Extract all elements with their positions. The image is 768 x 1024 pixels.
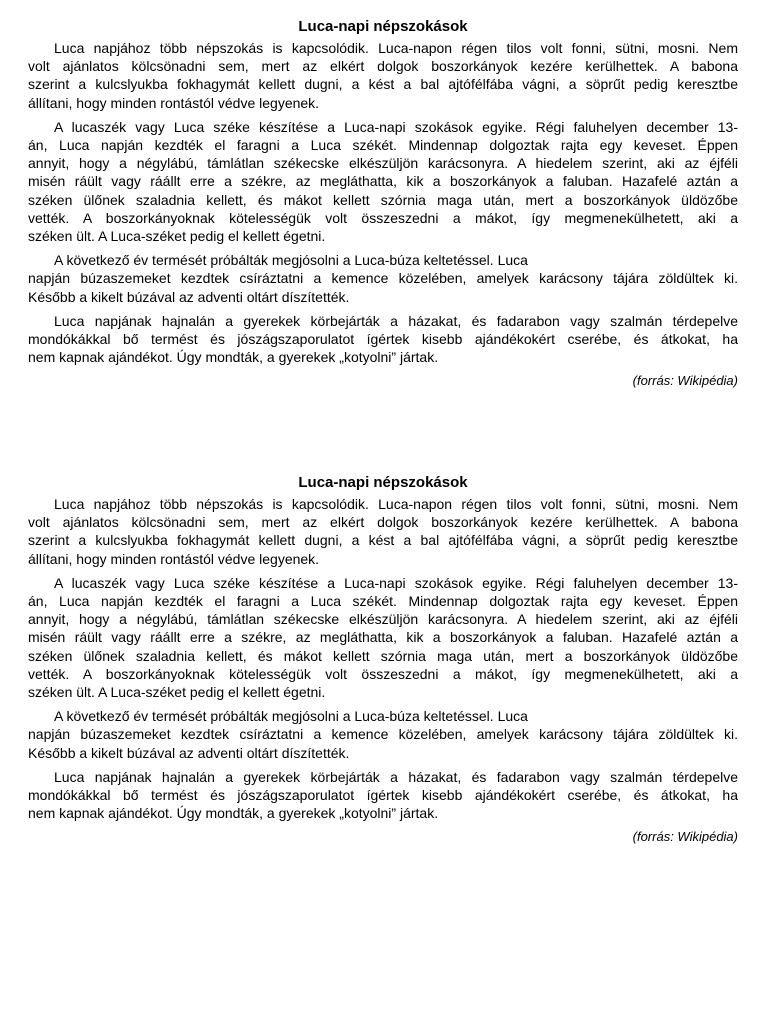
text-line: széken ült. A Luca-széket pedig el kellett égetni. <box>28 228 326 245</box>
article-copy-2 <box>28 473 738 846</box>
paragraph-1 <box>28 39 738 112</box>
text-line: szerint a kulcslyukba fokhagymát kellett dugni, a kést a bal ajtófélfába vágni, a söprűt pedig keresztbe <box>28 76 738 93</box>
article-title: Luca-napi népszokások <box>298 474 468 491</box>
text-line: A lucaszék vagy Luca széke készítése a Luca-napi szokások egyike. Régi faluhelyen december 13- <box>54 118 738 135</box>
paragraph-3 <box>28 251 738 306</box>
paragraph-1 <box>28 495 738 568</box>
paragraph-2 <box>28 118 738 245</box>
text-line: napján búzaszemeket kezdtek csíráztatni a kemence közelében, amelyek karácsony tájára zöldültek ki. <box>28 270 738 287</box>
text-line: A következő év termését próbálták megjósolni a Luca-búza keltetéssel. Luca <box>54 708 528 725</box>
text-line: állítani, hogy minden rontástól védve legyenek. <box>28 550 320 567</box>
text-line: széken ülőnek szaladnia kellett, és mákot kellett szórnia maga után, mert a boszorkányok üldözőbe <box>28 647 738 664</box>
text-line: vették. A boszorkányoknak kötelességük volt összeszedni a mákot, így megmenekülhetett, aki a <box>28 209 738 226</box>
text-line: volt ajánlatos kölcsönadni sem, mert az elkért dolgok boszorkányok kezére kerülhettek. A babona <box>28 58 738 75</box>
text-line: Luca napjának hajnalán a gyerekek körbejárták a házakat, és fadarabon vagy szalmán térdepelve <box>54 768 738 785</box>
text-line: állítani, hogy minden rontástól védve legyenek. <box>28 94 320 111</box>
text-line: Később a kikelt búzával az adventi oltárt díszítették. <box>28 744 350 761</box>
text-line: annyit, hogy a négylábú, támlátlan székecske elkészüljön karácsonyra. A hiedelem szerint, aki az éjféli <box>28 611 738 628</box>
text-line: annyit, hogy a négylábú, támlátlan székecske elkészüljön karácsonyra. A hiedelem szerint, aki az éjféli <box>28 155 738 172</box>
text-line: Később a kikelt búzával az adventi oltárt díszítették. <box>28 288 350 305</box>
article-title: Luca-napi népszokások <box>298 18 468 35</box>
text-line: misén ráült vagy ráállt erre a székre, az megláthatta, kik a boszorkányok a faluban. Hazafelé aztán a <box>28 629 738 646</box>
article-copy-1 <box>28 17 738 390</box>
text-line: Luca napjának hajnalán a gyerekek körbejárták a házakat, és fadarabon vagy szalmán térdepelve <box>54 312 738 329</box>
text-line: vették. A boszorkányoknak kötelességük volt összeszedni a mákot, így megmenekülhetett, aki a <box>28 665 738 682</box>
text-line: volt ajánlatos kölcsönadni sem, mert az elkért dolgok boszorkányok kezére kerülhettek. A babona <box>28 514 738 531</box>
text-line: napján búzaszemeket kezdtek csíráztatni a kemence közelében, amelyek karácsony tájára zöldültek ki. <box>28 726 738 743</box>
text-line: án, Luca napján kezdték el faragni a Luca székét. Mindennap dolgoztak rajta egy keveset. Éppen <box>28 593 738 610</box>
text-line: nem kapnak ajándékot. Úgy mondták, a gyerekek „kotyolni” jártak. <box>28 349 439 366</box>
paragraph-4 <box>28 312 738 367</box>
text-line: széken ülőnek szaladnia kellett, és mákot kellett szórnia maga után, mert a boszorkányok üldözőbe <box>28 191 738 208</box>
text-line: misén ráült vagy ráállt erre a székre, az megláthatta, kik a boszorkányok a faluban. Hazafelé aztán a <box>28 173 738 190</box>
text-line: A lucaszék vagy Luca széke készítése a Luca-napi szokások egyike. Régi faluhelyen december 13- <box>54 574 738 591</box>
text-line: szerint a kulcslyukba fokhagymát kellett dugni, a kést a bal ajtófélfába vágni, a söprűt pedig keresztbe <box>28 532 738 549</box>
source-citation: (forrás: Wikipédia) <box>632 373 738 389</box>
text-line: A következő év termését próbálták megjósolni a Luca-búza keltetéssel. Luca <box>54 252 528 269</box>
source-citation: (forrás: Wikipédia) <box>632 829 738 845</box>
paragraph-3 <box>28 707 738 762</box>
text-line: mondókákkal bő termést és jószágszaporulatot ígértek kisebb ajándékokért cserébe, és átkokat, ha <box>28 331 738 348</box>
text-line: án, Luca napján kezdték el faragni a Luca székét. Mindennap dolgoztak rajta egy keveset. Éppen <box>28 137 738 154</box>
text-line: nem kapnak ajándékot. Úgy mondták, a gyerekek „kotyolni” jártak. <box>28 805 439 822</box>
text-line: széken ült. A Luca-széket pedig el kellett égetni. <box>28 684 326 701</box>
text-line: mondókákkal bő termést és jószágszaporulatot ígértek kisebb ajándékokért cserébe, és átkokat, ha <box>28 787 738 804</box>
text-line: Luca napjához több népszokás is kapcsolódik. Luca-napon régen tilos volt fonni, sütni, mosni. Nem <box>54 40 738 56</box>
paragraph-4 <box>28 768 738 823</box>
text-line: Luca napjához több népszokás is kapcsolódik. Luca-napon régen tilos volt fonni, sütni, mosni. Nem <box>54 496 738 512</box>
paragraph-2 <box>28 574 738 701</box>
